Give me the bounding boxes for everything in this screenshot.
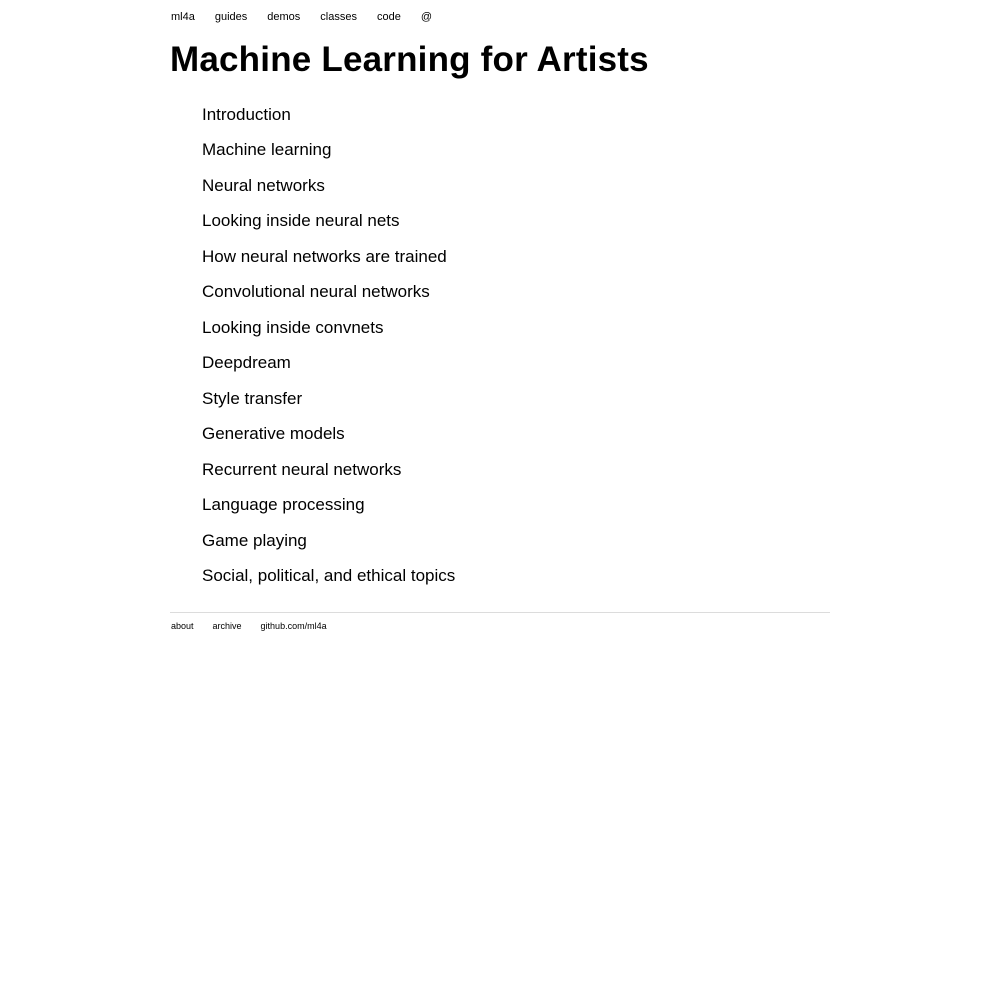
toc-item [202,97,455,133]
toc-link-social-political-ethical[interactable]: Social, political, and ethical topics [202,566,456,586]
toc-link-how-trained[interactable]: How neural networks are trained [202,246,447,266]
footer-link-about[interactable]: about [171,621,194,631]
page-title: Machine Learning for Artists [170,40,649,79]
toc-item [202,239,455,275]
nav-link-ml4a[interactable]: ml4a [171,11,195,23]
top-nav [171,10,452,24]
toc-item [202,275,455,311]
toc-item [202,452,455,488]
footer-link-archive[interactable]: archive [212,621,242,631]
toc-item [202,381,455,417]
toc-link-language-processing[interactable]: Language processing [202,495,365,515]
toc-link-generative-models[interactable]: Generative models [202,424,345,444]
nav-link-code[interactable]: code [376,11,401,23]
toc-link-convolutional-neural-networks[interactable]: Convolutional neural networks [202,282,430,302]
toc-item [202,168,455,204]
toc-link-machine-learning[interactable]: Machine learning [202,140,332,160]
toc-item [202,310,455,346]
toc-link-deepdream[interactable]: Deepdream [202,353,291,373]
toc-link-looking-inside-convnets[interactable]: Looking inside convnets [202,317,384,337]
toc-link-neural-networks[interactable]: Neural networks [202,175,325,195]
nav-link-classes[interactable]: classes [320,11,357,23]
nav-link-demos[interactable]: demos [267,11,301,23]
toc-item [202,204,455,240]
toc-link-introduction[interactable]: Introduction [202,104,291,124]
toc-item [202,133,455,169]
toc-link-style-transfer[interactable]: Style transfer [202,388,303,408]
footer [171,620,346,632]
nav-link-contact[interactable]: @ [420,11,433,23]
toc-item [202,346,455,382]
toc-link-recurrent-neural-networks[interactable]: Recurrent neural networks [202,459,402,479]
table-of-contents [202,97,455,594]
toc-item [202,417,455,453]
toc-item [202,523,455,559]
nav-link-guides[interactable]: guides [214,11,248,23]
footer-link-github[interactable]: github.com/ml4a [260,621,327,631]
footer-divider [170,612,830,613]
toc-link-game-playing[interactable]: Game playing [202,530,307,550]
toc-link-looking-inside-neural-nets[interactable]: Looking inside neural nets [202,211,400,231]
toc-item [202,559,455,595]
toc-item [202,488,455,524]
